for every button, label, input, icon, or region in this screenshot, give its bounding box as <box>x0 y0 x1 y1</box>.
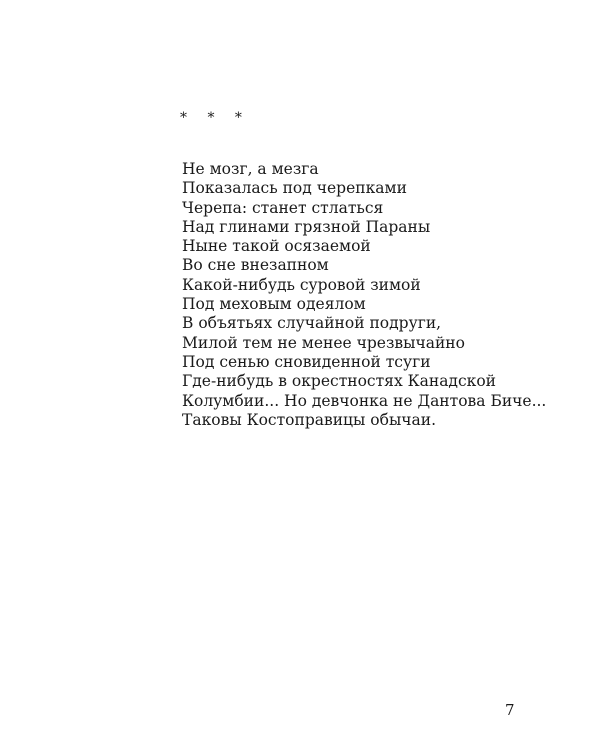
section-asterisms: * * * <box>180 110 250 126</box>
poem-line: Ныне такой осязаемой <box>182 237 371 256</box>
page-number: 7 <box>505 701 515 719</box>
poem-text <box>182 160 546 430</box>
poem-line: Какой-нибудь суровой зимой <box>182 275 421 294</box>
poem-line: Не мозг, а мезга <box>182 160 319 178</box>
poem-line: Под сенью сновиденной тсуги <box>182 352 431 371</box>
poem-line: Под меховым одеялом <box>182 295 366 314</box>
poem-line: В объятьях случайной подруги, <box>182 314 442 333</box>
poem-line: Черепа: станет стлаться <box>182 198 384 217</box>
poem-line: Таковы Костоправицы обычаи. <box>182 410 437 429</box>
poem-line: Показалась под черепками <box>182 179 407 198</box>
poem-line: Где-нибудь в окрестностях Канадской <box>182 372 497 391</box>
poem-line: Колумбии... Но девчонка не Дантова Биче... <box>182 391 547 410</box>
poem-line: Милой тем не менее чрезвычайно <box>182 333 465 352</box>
poem-line: Над глинами грязной Параны <box>182 217 431 236</box>
poem-line: Во сне внезапном <box>182 256 329 275</box>
